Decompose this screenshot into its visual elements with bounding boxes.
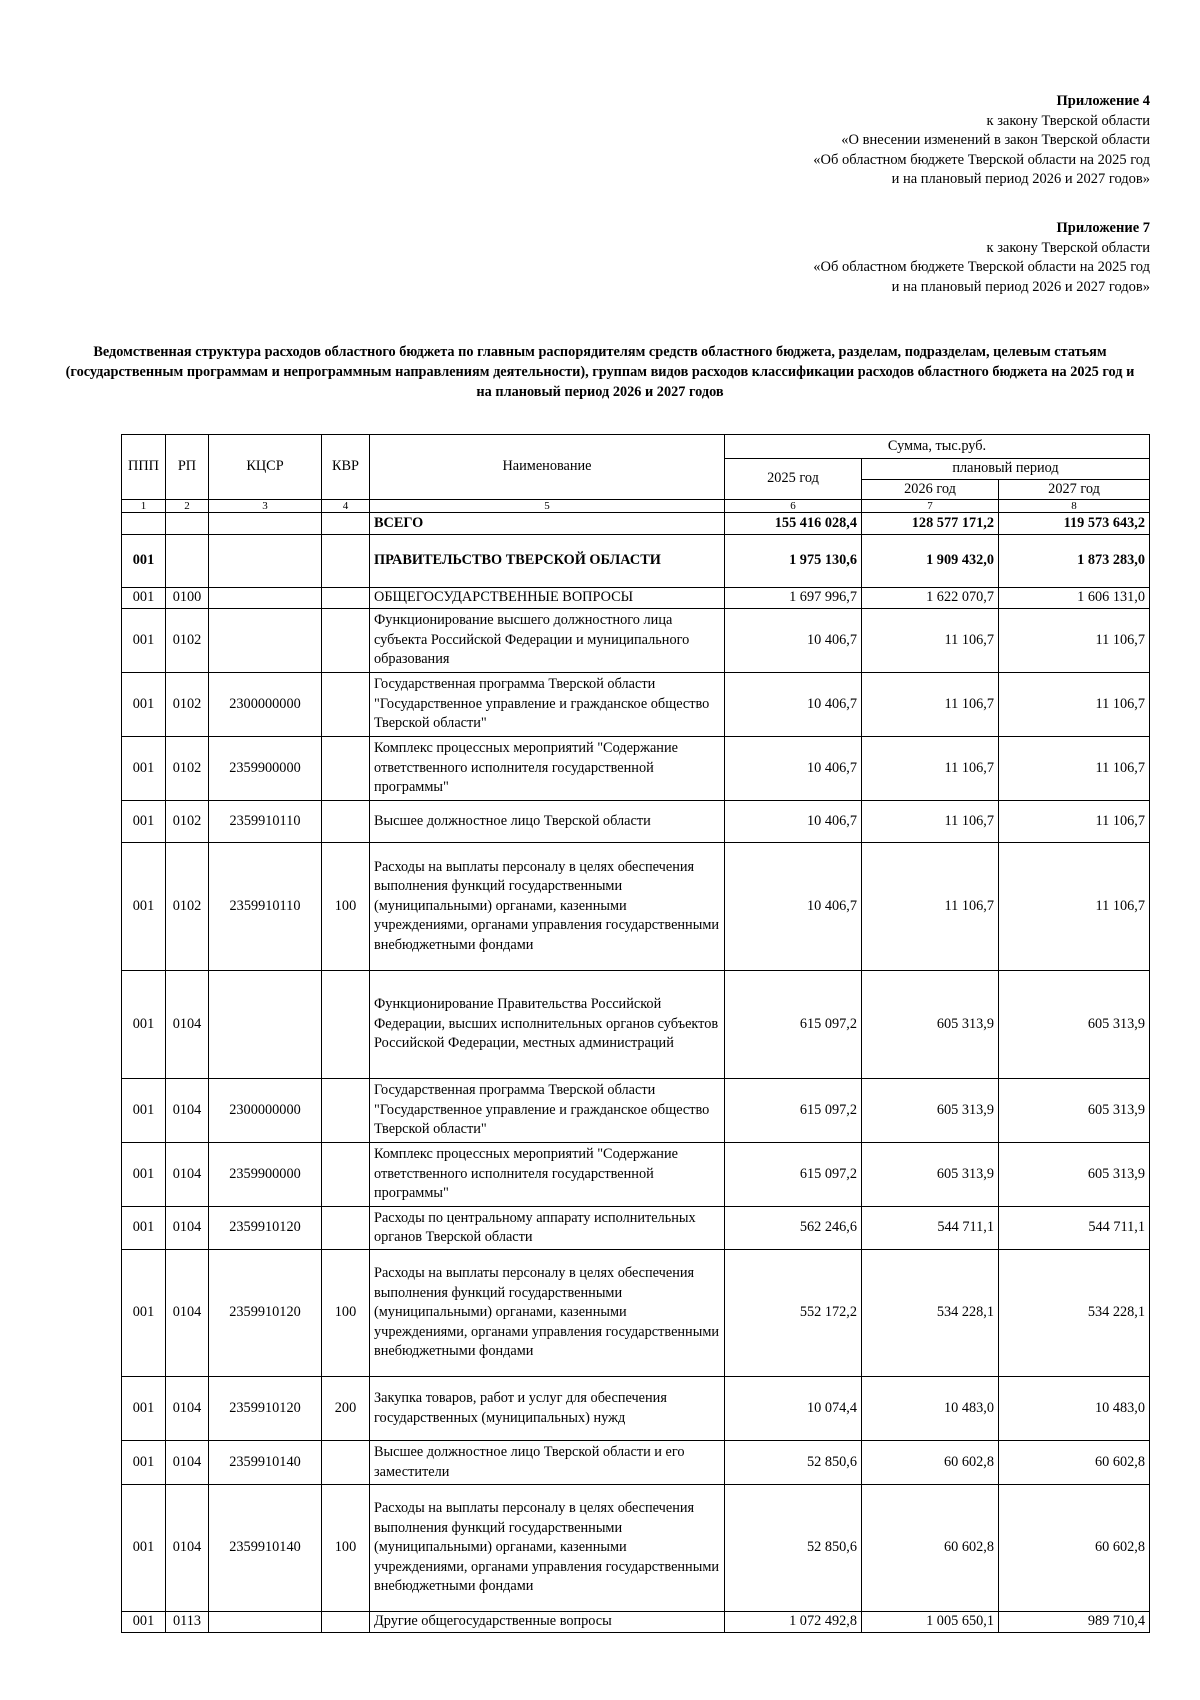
cell-name: Расходы на выплаты персоналу в целях обеспечения выполнения функций государственными (муниципальными) органами, казенными учреждениями, органами управления государственными внебюджетными фондами — [370, 843, 725, 971]
cell-2026: 605 313,9 — [862, 971, 999, 1079]
column-index: 7 — [862, 500, 999, 513]
cell-name: Расходы на выплаты персоналу в целях обеспечения выполнения функций государственными (муниципальными) органами, казенными учреждениями, органами управления государственными внебюджетными фондами — [370, 1485, 725, 1612]
cell-2025: 10 406,7 — [725, 801, 862, 843]
cell-kvr: 100 — [322, 1250, 370, 1377]
cell-2027: 10 483,0 — [999, 1377, 1150, 1441]
cell-kcsr: 2359910120 — [209, 1207, 322, 1250]
cell-name: Государственная программа Тверской области "Государственное управление и гражданское общество Тверской области" — [370, 1079, 725, 1143]
column-header-rp: РП — [166, 435, 209, 500]
column-index: 1 — [122, 500, 166, 513]
appendix-4-line: к закону Тверской области — [986, 112, 1150, 129]
cell-kvr — [322, 673, 370, 737]
cell-2027: 11 106,7 — [999, 843, 1150, 971]
cell-name: Расходы по центральному аппарату исполнительных органов Тверской области — [370, 1207, 725, 1250]
cell-ppp: 001 — [122, 535, 166, 588]
cell-ppp: 001 — [122, 1207, 166, 1250]
cell-kcsr: 2359900000 — [209, 737, 322, 801]
cell-kcsr: 2359910140 — [209, 1441, 322, 1485]
appendix-4-line: и на плановый период 2026 и 2027 годов» — [891, 171, 1150, 187]
cell-rp: 0104 — [166, 1250, 209, 1377]
cell-2027: 605 313,9 — [999, 1143, 1150, 1207]
cell-ppp: 001 — [122, 1143, 166, 1207]
cell-kcsr: 2359910110 — [209, 843, 322, 971]
cell-name: Другие общегосударственные вопросы — [370, 1612, 725, 1633]
cell-rp — [166, 535, 209, 588]
cell-2026: 1 909 432,0 — [862, 535, 999, 588]
appendix-7-line: и на плановый период 2026 и 2027 годов» — [891, 278, 1150, 295]
column-header-sum: Сумма, тыс.руб. — [725, 435, 1150, 459]
cell-rp: 0102 — [166, 609, 209, 673]
cell-2027: 534 228,1 — [999, 1250, 1150, 1377]
cell-kcsr: 2359910120 — [209, 1250, 322, 1377]
cell-name: Комплекс процессных мероприятий "Содержание ответственного исполнителя государственной программы" — [370, 1143, 725, 1207]
cell-kcsr: 2359900000 — [209, 1143, 322, 1207]
column-header-name: Наименование — [370, 435, 725, 500]
cell-2025: 10 406,7 — [725, 843, 862, 971]
cell-2025: 615 097,2 — [725, 971, 862, 1079]
cell-ppp: 001 — [122, 1441, 166, 1485]
cell-ppp: 001 — [122, 801, 166, 843]
document-title: Ведомственная структура расходов областного бюджета по главным распорядителям средств областного бюджета, разделам, подразделам, целевым статьям (государственным программам и непрограммным направлениям деятельности), группам видов расходов классификации расходов областного бюджета на 2025 год и на плановый период 2026 и 2027 годов — [65, 344, 1135, 400]
cell-2027: 60 602,8 — [999, 1441, 1150, 1485]
cell-ppp: 001 — [122, 1250, 166, 1377]
cell-rp: 0104 — [166, 971, 209, 1079]
cell-kcsr — [209, 588, 322, 609]
cell-kcsr — [209, 513, 322, 535]
cell-ppp: 001 — [122, 971, 166, 1079]
table-row — [122, 673, 1150, 737]
cell-kvr — [322, 535, 370, 588]
cell-2025: 1 697 996,7 — [725, 588, 862, 609]
table-row — [122, 1207, 1150, 1250]
column-header-2027: 2027 год — [999, 479, 1150, 500]
cell-name: Функционирование Правительства Российской Федерации, высших исполнительных органов субъектов Российской Федерации, местных администраций — [370, 971, 725, 1079]
column-index: 6 — [725, 500, 862, 513]
cell-rp: 0104 — [166, 1079, 209, 1143]
cell-2026: 60 602,8 — [862, 1485, 999, 1612]
cell-2026: 544 711,1 — [862, 1207, 999, 1250]
cell-name: ОБЩЕГОСУДАРСТВЕННЫЕ ВОПРОСЫ — [370, 588, 725, 609]
cell-kcsr — [209, 609, 322, 673]
cell-2026: 11 106,7 — [862, 737, 999, 801]
cell-2025: 52 850,6 — [725, 1485, 862, 1612]
cell-name: Высшее должностное лицо Тверской области — [370, 801, 725, 843]
cell-rp: 0104 — [166, 1143, 209, 1207]
column-index: 8 — [999, 500, 1150, 513]
cell-2027: 119 573 643,2 — [999, 513, 1150, 535]
cell-2025: 10 406,7 — [725, 673, 862, 737]
cell-kvr — [322, 801, 370, 843]
column-header-planned-period: плановый период — [862, 459, 1150, 480]
cell-rp: 0104 — [166, 1485, 209, 1612]
column-header-kcsr: КЦСР — [209, 435, 322, 500]
appendix-7-block — [813, 219, 1150, 297]
cell-ppp: 001 — [122, 1485, 166, 1612]
cell-rp: 0102 — [166, 737, 209, 801]
cell-kcsr: 2359910110 — [209, 801, 322, 843]
cell-2027: 989 710,4 — [999, 1612, 1150, 1633]
cell-2026: 534 228,1 — [862, 1250, 999, 1377]
cell-kvr — [322, 513, 370, 535]
appendix-4-block — [813, 92, 1150, 190]
cell-ppp: 001 — [122, 1079, 166, 1143]
cell-name: ПРАВИТЕЛЬСТВО ТВЕРСКОЙ ОБЛАСТИ — [370, 535, 725, 588]
cell-2025: 52 850,6 — [725, 1441, 862, 1485]
cell-kcsr: 2359910120 — [209, 1377, 322, 1441]
cell-rp: 0104 — [166, 1207, 209, 1250]
cell-2027: 11 106,7 — [999, 737, 1150, 801]
cell-2027: 544 711,1 — [999, 1207, 1150, 1250]
cell-ppp — [122, 513, 166, 535]
cell-rp: 0113 — [166, 1612, 209, 1633]
table-row — [122, 971, 1150, 1079]
cell-name: Комплекс процессных мероприятий "Содержание ответственного исполнителя государственной программы" — [370, 737, 725, 801]
cell-2025: 1 975 130,6 — [725, 535, 862, 588]
cell-2026: 11 106,7 — [862, 673, 999, 737]
cell-kcsr: 2359910140 — [209, 1485, 322, 1612]
cell-2025: 155 416 028,4 — [725, 513, 862, 535]
cell-ppp: 001 — [122, 843, 166, 971]
column-index-row — [122, 500, 1150, 513]
cell-name: Закупка товаров, работ и услуг для обеспечения государственных (муниципальных) нужд — [370, 1377, 725, 1441]
cell-2027: 1 606 131,0 — [999, 588, 1150, 609]
cell-2027: 605 313,9 — [999, 971, 1150, 1079]
cell-2027: 11 106,7 — [999, 609, 1150, 673]
table-row — [122, 1079, 1150, 1143]
column-header-2026: 2026 год — [862, 479, 999, 500]
cell-2026: 60 602,8 — [862, 1441, 999, 1485]
table-row — [122, 801, 1150, 843]
table-row — [122, 1250, 1150, 1377]
cell-2027: 11 106,7 — [999, 673, 1150, 737]
column-index: 5 — [370, 500, 725, 513]
cell-kvr: 100 — [322, 843, 370, 971]
cell-ppp: 001 — [122, 673, 166, 737]
appendix-4-title: Приложение 4 — [1056, 93, 1150, 109]
cell-2025: 615 097,2 — [725, 1143, 862, 1207]
cell-name: ВСЕГО — [370, 513, 725, 535]
cell-kvr: 100 — [322, 1485, 370, 1612]
cell-kvr — [322, 1441, 370, 1485]
table-row — [122, 737, 1150, 801]
appendix-4-line: «О внесении изменений в закон Тверской области — [841, 132, 1150, 148]
column-index: 2 — [166, 500, 209, 513]
cell-2025: 552 172,2 — [725, 1250, 862, 1377]
cell-2026: 1 622 070,7 — [862, 588, 999, 609]
cell-rp: 0102 — [166, 673, 209, 737]
cell-kcsr: 2300000000 — [209, 1079, 322, 1143]
cell-kvr — [322, 1612, 370, 1633]
cell-2026: 605 313,9 — [862, 1143, 999, 1207]
cell-2025: 10 406,7 — [725, 737, 862, 801]
column-header-ppp: ППП — [122, 435, 166, 500]
cell-2027: 1 873 283,0 — [999, 535, 1150, 588]
cell-2027: 60 602,8 — [999, 1485, 1150, 1612]
cell-ppp: 001 — [122, 1377, 166, 1441]
cell-2026: 11 106,7 — [862, 609, 999, 673]
cell-rp: 0102 — [166, 801, 209, 843]
cell-2026: 128 577 171,2 — [862, 513, 999, 535]
appendix-7-line: «Об областном бюджете Тверской области на 2025 год — [813, 259, 1150, 275]
cell-2026: 10 483,0 — [862, 1377, 999, 1441]
column-index: 4 — [322, 500, 370, 513]
appendix-7-line: к закону Тверской области — [986, 239, 1150, 256]
column-header-2025: 2025 год — [725, 459, 862, 500]
table-row — [122, 1485, 1150, 1612]
cell-2026: 605 313,9 — [862, 1079, 999, 1143]
cell-rp: 0104 — [166, 1377, 209, 1441]
cell-2026: 1 005 650,1 — [862, 1612, 999, 1633]
table-row — [122, 513, 1150, 535]
cell-rp: 0102 — [166, 843, 209, 971]
cell-2027: 11 106,7 — [999, 801, 1150, 843]
appendix-7-title: Приложение 7 — [1056, 220, 1150, 236]
table-row — [122, 1143, 1150, 1207]
cell-ppp: 001 — [122, 609, 166, 673]
cell-2026: 11 106,7 — [862, 843, 999, 971]
cell-name: Функционирование высшего должностного лица субъекта Российской Федерации и муниципального образования — [370, 609, 725, 673]
cell-kvr — [322, 588, 370, 609]
table-row — [122, 535, 1150, 588]
appendix-4-line: «Об областном бюджете Тверской области на 2025 год — [813, 151, 1150, 168]
cell-ppp: 001 — [122, 737, 166, 801]
table-row — [122, 1612, 1150, 1633]
table-row — [122, 588, 1150, 609]
table-row — [122, 843, 1150, 971]
table-row — [122, 609, 1150, 673]
cell-kvr — [322, 1207, 370, 1250]
cell-kvr: 200 — [322, 1377, 370, 1441]
cell-name: Государственная программа Тверской области "Государственное управление и гражданское общество Тверской области" — [370, 673, 725, 737]
cell-2026: 11 106,7 — [862, 801, 999, 843]
cell-2025: 562 246,6 — [725, 1207, 862, 1250]
cell-2025: 10 406,7 — [725, 609, 862, 673]
cell-kvr — [322, 1143, 370, 1207]
cell-2025: 10 074,4 — [725, 1377, 862, 1441]
cell-2027: 605 313,9 — [999, 1079, 1150, 1143]
cell-kcsr — [209, 535, 322, 588]
cell-2025: 1 072 492,8 — [725, 1612, 862, 1633]
cell-rp: 0100 — [166, 588, 209, 609]
cell-rp — [166, 513, 209, 535]
cell-ppp: 001 — [122, 588, 166, 609]
column-header-kvr: КВР — [322, 435, 370, 500]
cell-kcsr: 2300000000 — [209, 673, 322, 737]
cell-kcsr — [209, 971, 322, 1079]
cell-2025: 615 097,2 — [725, 1079, 862, 1143]
cell-name: Высшее должностное лицо Тверской области и его заместители — [370, 1441, 725, 1485]
cell-name: Расходы на выплаты персоналу в целях обеспечения выполнения функций государственными (муниципальными) органами, казенными учреждениями, органами управления государственными внебюджетными фондами — [370, 1250, 725, 1377]
table-row — [122, 1377, 1150, 1441]
cell-kcsr — [209, 1612, 322, 1633]
cell-kvr — [322, 1079, 370, 1143]
cell-kvr — [322, 971, 370, 1079]
budget-table — [121, 434, 1150, 1633]
cell-rp: 0104 — [166, 1441, 209, 1485]
cell-kvr — [322, 609, 370, 673]
column-index: 3 — [209, 500, 322, 513]
cell-kvr — [322, 737, 370, 801]
cell-ppp: 001 — [122, 1612, 166, 1633]
table-row — [122, 1441, 1150, 1485]
